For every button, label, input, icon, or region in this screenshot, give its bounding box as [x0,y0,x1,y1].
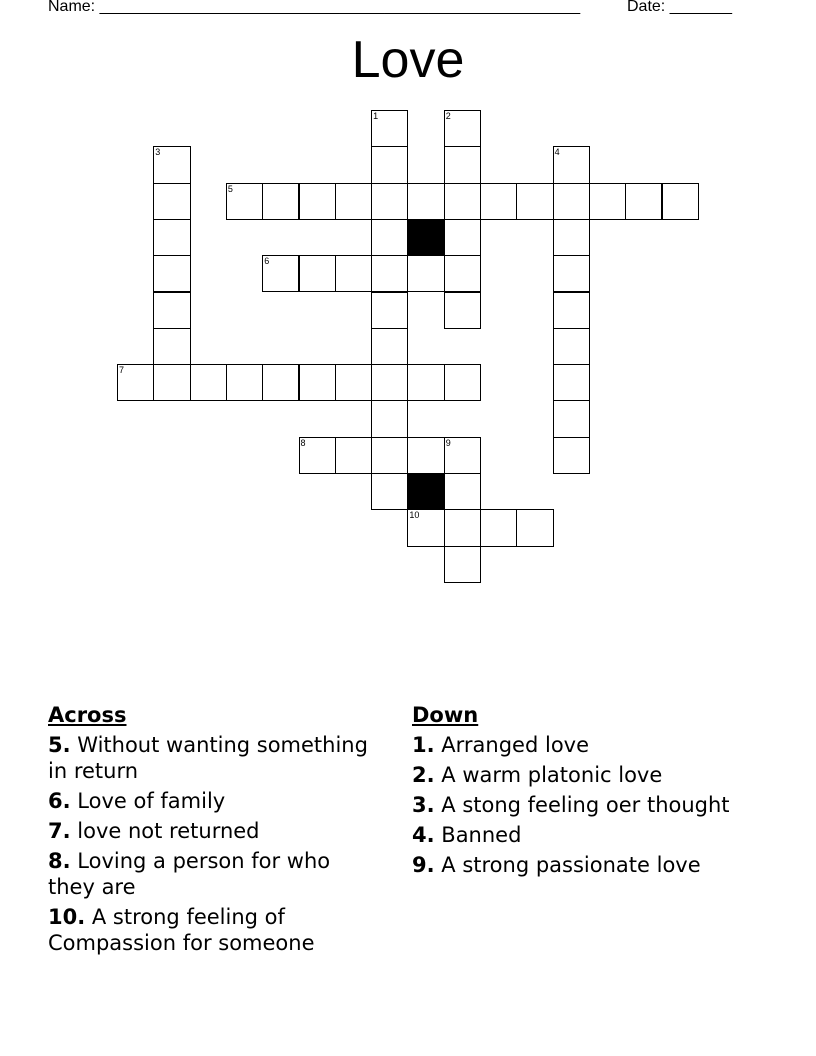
clue-text: Banned [441,823,522,847]
grid-cell[interactable] [553,292,590,329]
grid-cell[interactable] [516,183,553,220]
grid-cell[interactable] [117,364,154,401]
grid-cell[interactable] [153,255,190,292]
grid-cell[interactable] [371,437,408,474]
grid-cell[interactable] [553,400,590,437]
grid-cell[interactable] [444,219,481,256]
grid-cell[interactable] [226,364,263,401]
clue-text: A stong feeling oer thought [441,793,730,817]
clue-text: Love of family [77,789,226,813]
clue-text: Loving a person for who they are [48,849,331,899]
clue-number-label: 3 [155,147,161,158]
grid-cell[interactable] [407,509,444,546]
clue-number-label: 10 [409,510,420,521]
grid-cell[interactable] [407,437,444,474]
clue-down-4 [412,822,752,848]
grid-cell[interactable] [371,400,408,437]
name-field-line: Name: ______________________________________________________ [48,0,581,15]
grid-cell[interactable] [444,292,481,329]
grid-cell[interactable] [371,364,408,401]
grid-cell[interactable] [553,437,590,474]
clue-text: A warm platonic love [441,763,663,787]
clue-text: love not returned [77,819,260,843]
clue-text: Arranged love [441,733,590,757]
grid-cell[interactable] [444,146,481,183]
down-heading: Down [412,703,479,727]
grid-cell[interactable] [153,219,190,256]
clue-number: 8. [48,849,71,873]
grid-cell[interactable] [444,255,481,292]
grid-cell[interactable] [371,328,408,365]
grid-cell[interactable] [335,255,372,292]
clue-number: 6. [48,789,71,813]
grid-block [407,219,444,256]
grid-cell[interactable] [371,292,408,329]
grid-cell[interactable] [262,183,299,220]
grid-cell[interactable] [480,183,517,220]
grid-cell[interactable] [190,364,227,401]
grid-cell[interactable] [299,364,336,401]
grid-cell[interactable] [407,364,444,401]
grid-cell[interactable] [444,437,481,474]
grid-cell[interactable] [299,255,336,292]
clue-number-label: 7 [119,365,125,376]
grid-cell[interactable] [153,328,190,365]
clue-down-2 [412,762,752,788]
clue-text: A strong feeling of Compassion for someone [48,905,315,955]
across-heading: Across [48,703,127,727]
grid-cell[interactable] [371,183,408,220]
clue-across-10 [48,904,368,956]
grid-cell[interactable] [444,509,481,546]
clue-number: 4. [412,823,435,847]
clue-number: 1. [412,733,435,757]
clue-number-label: 1 [373,111,379,121]
clue-down-9 [412,852,752,878]
clue-text: Without wanting something in return [48,733,368,783]
clue-number-label: 4 [554,147,560,158]
clue-across-5 [48,732,368,784]
grid-cell[interactable] [662,183,699,220]
grid-cell[interactable] [371,110,408,147]
grid-cell[interactable] [407,183,444,220]
grid-cell[interactable] [553,183,590,220]
grid-cell[interactable] [371,146,408,183]
grid-cell[interactable] [480,509,517,546]
grid-cell[interactable] [153,292,190,329]
grid-cell[interactable] [625,183,662,220]
grid-cell[interactable] [444,364,481,401]
clue-number: 3. [412,793,435,817]
grid-cell[interactable] [335,364,372,401]
clue-down-3 [412,792,752,818]
clue-number: 5. [48,733,71,757]
clue-number-label: 6 [264,256,270,267]
clue-number: 7. [48,819,71,843]
grid-cell[interactable] [444,546,481,583]
grid-cell[interactable] [444,110,481,147]
grid-cell[interactable] [553,328,590,365]
grid-cell[interactable] [335,437,372,474]
date-field-line: Date: _______ [627,0,732,15]
clue-text: A strong passionate love [441,853,701,877]
grid-cell[interactable] [226,183,263,220]
clue-number-label: 9 [445,437,451,448]
grid-cell[interactable] [516,509,553,546]
puzzle-title: Love [351,31,465,89]
clue-number-label: 2 [445,111,451,121]
clue-across-8 [48,848,368,900]
grid-cell[interactable] [335,183,372,220]
grid-cell[interactable] [553,364,590,401]
grid-cell[interactable] [407,255,444,292]
grid-cell[interactable] [371,219,408,256]
grid-cell[interactable] [444,473,481,510]
clue-number: 9. [412,853,435,877]
grid-cell[interactable] [299,437,336,474]
grid-cell[interactable] [371,473,408,510]
grid-cell[interactable] [589,183,626,220]
grid-cell[interactable] [153,364,190,401]
grid-cell[interactable] [371,255,408,292]
grid-cell[interactable] [553,219,590,256]
clue-number-label: 8 [300,437,306,448]
grid-cell[interactable] [553,255,590,292]
grid-cell[interactable] [153,183,190,220]
clue-down-1 [412,732,752,758]
grid-cell[interactable] [262,255,299,292]
across-clues [48,702,368,960]
grid-cell[interactable] [299,183,336,220]
clue-number: 2. [412,763,435,787]
clue-number-label: 5 [227,183,233,194]
clue-number: 10. [48,905,86,929]
grid-cell[interactable] [444,183,481,220]
clue-across-6 [48,788,368,814]
grid-block [407,473,444,510]
down-clues [412,702,752,882]
grid-cell[interactable] [153,146,190,183]
clue-across-7 [48,818,368,844]
grid-cell[interactable] [553,146,590,183]
grid-cell[interactable] [262,364,299,401]
